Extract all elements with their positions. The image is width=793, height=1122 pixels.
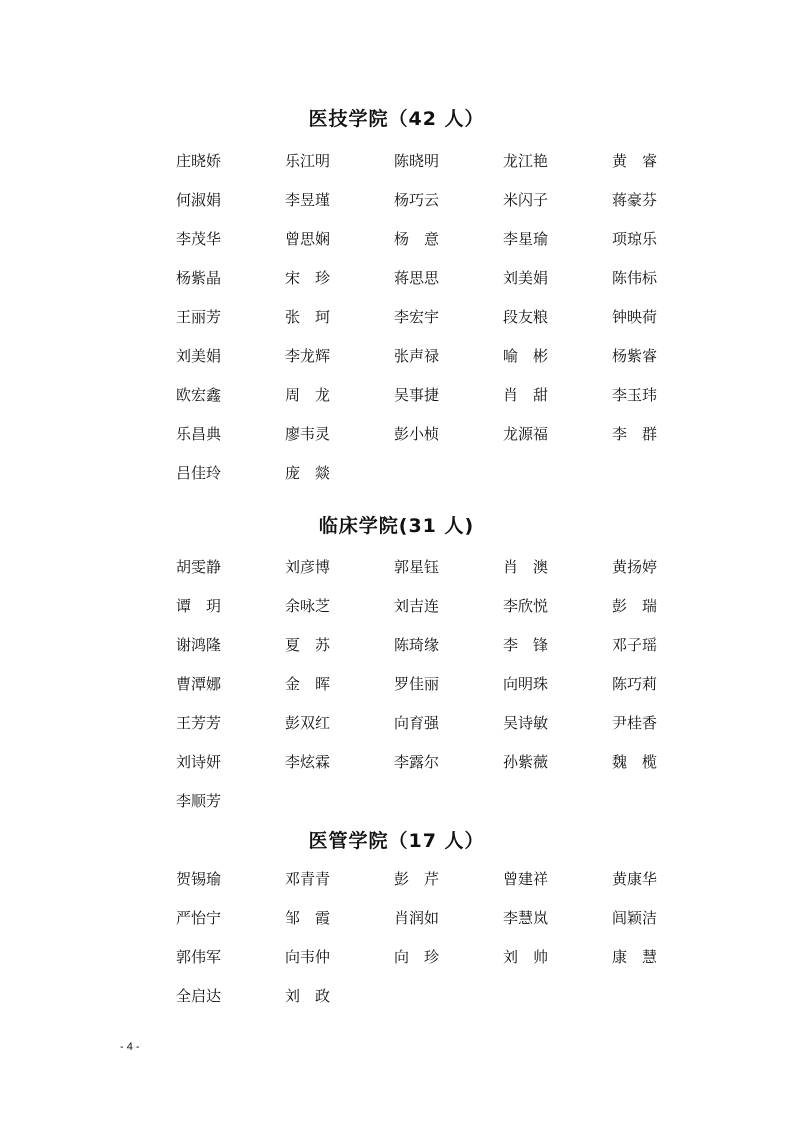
name-entry: 彭双红 xyxy=(285,714,331,732)
name-entry: 邓子瑶 xyxy=(612,636,658,654)
name-entry: 全启达 xyxy=(176,987,222,1005)
name-entry: 段友粮 xyxy=(503,308,549,326)
name-entry: 郭伟军 xyxy=(176,948,222,966)
name-entry: 李 群 xyxy=(612,425,658,443)
name-entry: 李昱瑾 xyxy=(285,191,331,209)
name-entry: 杨 意 xyxy=(394,230,440,248)
page-number: - 4 - xyxy=(120,1041,140,1053)
name-entry: 向 珍 xyxy=(394,948,440,966)
name-entry: 蒋豪芬 xyxy=(612,191,658,209)
name-entry: 夏 苏 xyxy=(285,636,331,654)
name-entry: 廖韦灵 xyxy=(285,425,331,443)
name-entry: 彭小桢 xyxy=(394,425,440,443)
name-entry: 谭 玥 xyxy=(176,597,222,615)
name-entry: 向韦仲 xyxy=(285,948,331,966)
name-entry: 黄康华 xyxy=(612,870,658,888)
name-entry: 刘诗妍 xyxy=(176,753,222,771)
name-grid-clinical xyxy=(176,557,696,830)
name-entry: 李星瑜 xyxy=(503,230,549,248)
section-title-clinical: 临床学院(31 人) xyxy=(318,515,475,537)
name-entry: 欧宏鑫 xyxy=(176,386,222,404)
name-entry: 李宏宇 xyxy=(394,308,440,326)
name-entry: 李 锋 xyxy=(503,636,549,654)
name-entry: 李顺芳 xyxy=(176,792,222,810)
name-entry: 向明珠 xyxy=(503,675,549,693)
name-entry: 肖润如 xyxy=(394,909,440,927)
name-entry: 李欣悦 xyxy=(503,597,549,615)
name-entry: 乐江明 xyxy=(285,152,331,170)
name-entry: 金 晖 xyxy=(285,675,331,693)
name-entry: 贺锡瑜 xyxy=(176,870,222,888)
section-title-medical-technology: 医技学院（42 人） xyxy=(308,108,485,130)
name-entry: 肖 甜 xyxy=(503,386,549,404)
name-entry: 刘美娟 xyxy=(176,347,222,365)
name-entry: 曹潭娜 xyxy=(176,675,222,693)
name-entry: 彭 芹 xyxy=(394,870,440,888)
name-entry: 张 珂 xyxy=(285,308,331,326)
name-entry: 陈巧莉 xyxy=(612,675,658,693)
name-entry: 项琼乐 xyxy=(612,230,658,248)
name-entry: 向育强 xyxy=(394,714,440,732)
name-entry: 龙源福 xyxy=(503,425,549,443)
name-entry: 彭 瑞 xyxy=(612,597,658,615)
name-entry: 李龙辉 xyxy=(285,347,331,365)
name-entry: 郭星钰 xyxy=(394,558,440,576)
name-entry: 刘 帅 xyxy=(503,948,549,966)
name-entry: 肖 澳 xyxy=(503,558,549,576)
name-entry: 刘彦博 xyxy=(285,558,331,576)
name-entry: 张声禄 xyxy=(394,347,440,365)
name-entry: 龙江艳 xyxy=(503,152,549,170)
name-entry: 李露尔 xyxy=(394,753,440,771)
name-entry: 何淑娟 xyxy=(176,191,222,209)
name-entry: 周 龙 xyxy=(285,386,331,404)
section-title-medical-management: 医管学院（17 人） xyxy=(308,830,485,852)
name-entry: 余咏芝 xyxy=(285,597,331,615)
name-entry: 庞 燚 xyxy=(285,464,331,482)
name-entry: 刘 政 xyxy=(285,987,331,1005)
name-entry: 闾颖洁 xyxy=(612,909,658,927)
name-entry: 王丽芳 xyxy=(176,308,222,326)
name-entry: 杨紫睿 xyxy=(612,347,658,365)
name-entry: 曾思娴 xyxy=(285,230,331,248)
name-entry: 李玉玮 xyxy=(612,386,658,404)
name-entry: 宋 珍 xyxy=(285,269,331,287)
name-entry: 陈伟标 xyxy=(612,269,658,287)
name-entry: 孙紫薇 xyxy=(503,753,549,771)
name-entry: 曾建祥 xyxy=(503,870,549,888)
name-entry: 王芳芳 xyxy=(176,714,222,732)
name-entry: 邓青青 xyxy=(285,870,331,888)
name-grid-medical-technology xyxy=(176,151,696,502)
name-entry: 吴事捷 xyxy=(394,386,440,404)
name-entry: 李炫霖 xyxy=(285,753,331,771)
name-entry: 康 慧 xyxy=(612,948,658,966)
name-entry: 严怡宁 xyxy=(176,909,222,927)
name-entry: 刘美娟 xyxy=(503,269,549,287)
name-entry: 庄晓娇 xyxy=(176,152,222,170)
name-entry: 米闪子 xyxy=(503,191,549,209)
name-entry: 谢鸿隆 xyxy=(176,636,222,654)
name-entry: 黄扬婷 xyxy=(612,558,658,576)
name-entry: 魏 榄 xyxy=(612,753,658,771)
name-entry: 李茂华 xyxy=(176,230,222,248)
name-entry: 杨巧云 xyxy=(394,191,440,209)
name-entry: 尹桂香 xyxy=(612,714,658,732)
name-entry: 蒋思思 xyxy=(394,269,440,287)
name-grid-medical-management xyxy=(176,869,696,1025)
name-entry: 黄 睿 xyxy=(612,152,658,170)
name-entry: 陈琦缘 xyxy=(394,636,440,654)
name-entry: 杨紫晶 xyxy=(176,269,222,287)
name-entry: 李慧岚 xyxy=(503,909,549,927)
name-entry: 喻 彬 xyxy=(503,347,549,365)
name-entry: 胡雯静 xyxy=(176,558,222,576)
name-entry: 陈晓明 xyxy=(394,152,440,170)
name-entry: 钟映荷 xyxy=(612,308,658,326)
name-entry: 罗佳丽 xyxy=(394,675,440,693)
name-entry: 刘吉连 xyxy=(394,597,440,615)
name-entry: 吴诗敏 xyxy=(503,714,549,732)
name-entry: 乐昌典 xyxy=(176,425,222,443)
name-entry: 邹 霞 xyxy=(285,909,331,927)
name-entry: 吕佳玲 xyxy=(176,464,222,482)
